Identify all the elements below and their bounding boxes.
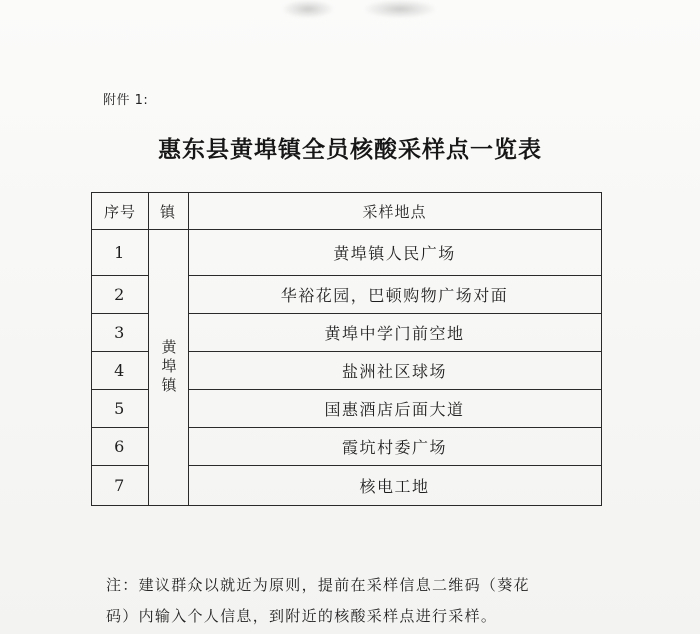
row-location: 核电工地 xyxy=(359,476,430,496)
scan-smudge xyxy=(365,0,435,18)
footnote-line-1: 注：建议群众以就近为原则，提前在采样信息二维码（葵花 xyxy=(106,576,530,594)
header-location: 采样地点 xyxy=(362,202,427,221)
town-name: 黄埠镇 xyxy=(159,338,178,396)
row-location: 国惠酒店后面大道 xyxy=(324,399,465,419)
town-cell xyxy=(148,229,188,505)
header-index: 序号 xyxy=(103,202,136,221)
row-index: 4 xyxy=(114,360,126,380)
row-location: 黄埠中学门前空地 xyxy=(324,323,465,343)
row-location: 华裕花园，巴顿购物广场对面 xyxy=(280,285,509,305)
row-index: 6 xyxy=(114,436,126,456)
scan-smudge xyxy=(283,0,333,18)
row-location: 黄埠镇人民广场 xyxy=(333,243,456,263)
row-index: 1 xyxy=(114,242,126,262)
footnote-line-2: 码）内输入个人信息，到附近的核酸采样点进行采样。 xyxy=(106,607,498,625)
row-index: 7 xyxy=(114,475,126,495)
row-index: 3 xyxy=(114,322,126,342)
sampling-sites-table xyxy=(91,192,602,506)
footnote xyxy=(106,570,626,632)
row-index: 5 xyxy=(114,398,126,418)
attachment-label: 附件 1: xyxy=(103,93,149,108)
document-title: 惠东县黄埠镇全员核酸采样点一览表 xyxy=(158,137,542,163)
header-town: 镇 xyxy=(159,202,176,221)
row-location: 盐洲社区球场 xyxy=(341,361,447,381)
row-index: 2 xyxy=(114,284,126,304)
row-location: 霞坑村委广场 xyxy=(341,437,447,457)
